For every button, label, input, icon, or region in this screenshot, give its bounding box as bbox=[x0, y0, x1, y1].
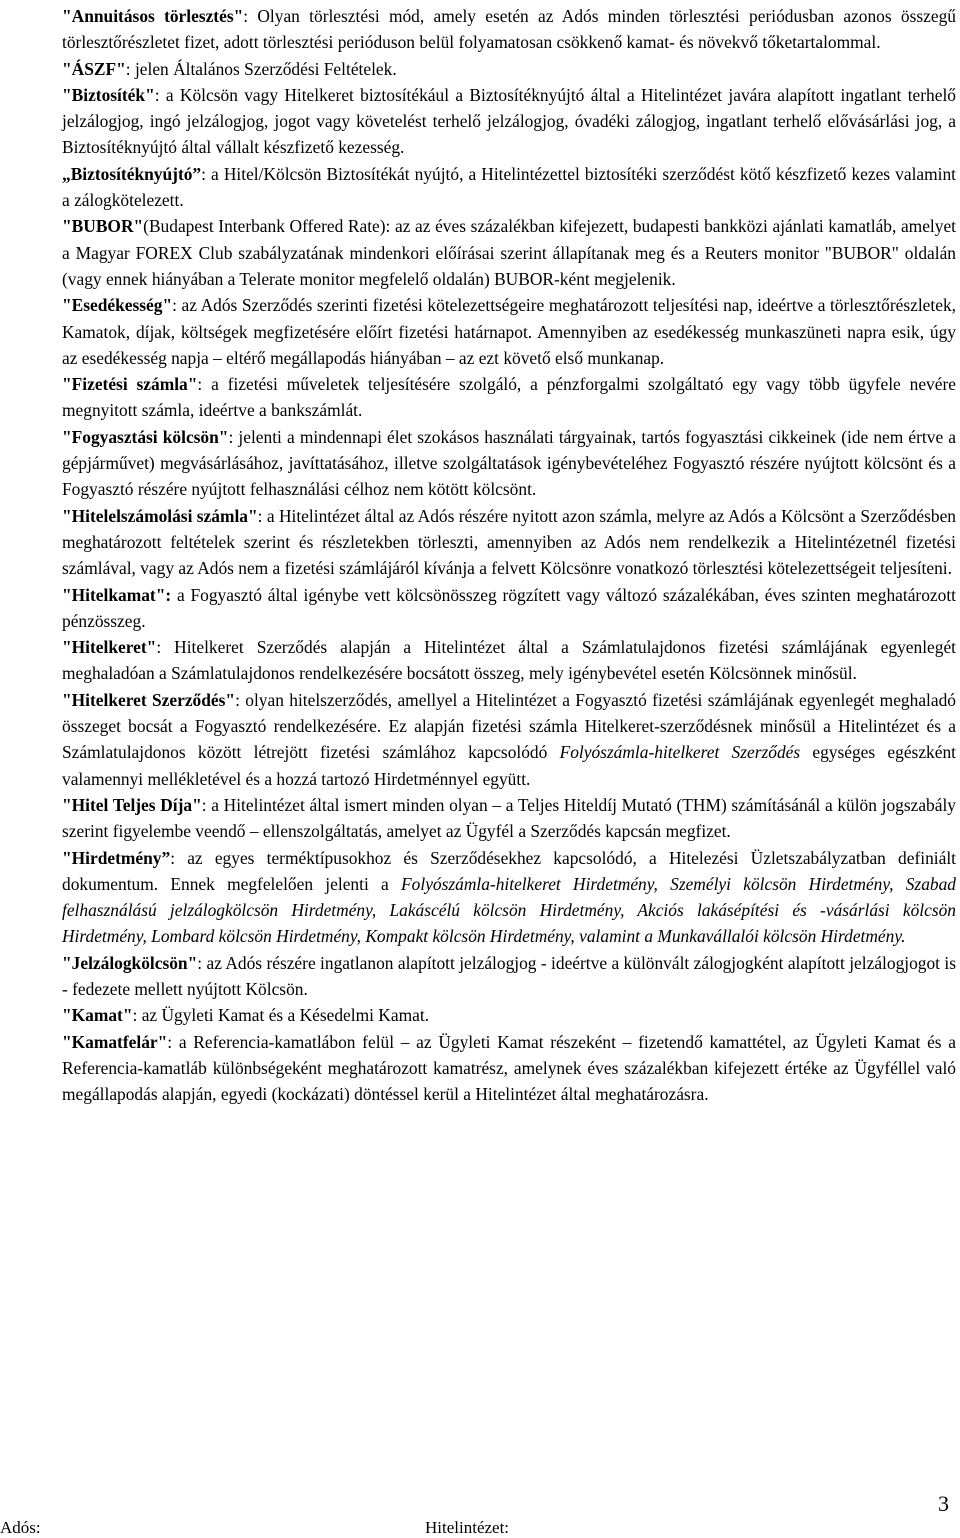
definition-text: : az egyes terméktípusokhoz és Szerződésekhez kapcsolódó, a Hitelezési Üzletszabályzatban definiált dokumentum. Ennek megfelelően jelenti a bbox=[62, 847, 956, 894]
definition-paragraph bbox=[62, 371, 956, 424]
page-number: 3 bbox=[938, 1491, 949, 1516]
definition-paragraph bbox=[62, 82, 956, 161]
definition-text: : a Referencia-kamatlábon felül – az Ügyleti Kamat részeként – fizetendő kamattétel, az Ügyleti Kamat és a Referencia-kamatláb különbségeként meghatározott kamatrész, amelynek éves százalékban kifejezett értéke az Ügyféllel való megállapodás alapján, egyedi (kockázati) döntéssel kerül a Hitelintézet által meghatározásra. bbox=[62, 1031, 956, 1105]
definition-term: "Hitelelszámolási számla" bbox=[62, 505, 258, 526]
definition-paragraph bbox=[62, 1029, 956, 1108]
definition-term: "Esedékesség" bbox=[62, 295, 173, 316]
definition-term: "Annuitásos törlesztés" bbox=[62, 6, 244, 26]
definition-paragraph bbox=[62, 292, 956, 371]
definition-text: Folyószámla-hitelkeret Szerződés bbox=[559, 742, 801, 763]
definition-text: : olyan hitelszerződés, amellyel a Hitelintézet a Fogyasztó fizetési számlájának egyenlegét meghaladó összeget bocsát a Fogyasztó rendelkezésére. Ez alapján fizetési számla Hitelkeret-szerződésnek minősül a Hitelintézet és a Számlatulajdonos között létrejött fizetési számlához kapcsolódó bbox=[62, 689, 956, 763]
definition-paragraph bbox=[62, 634, 956, 687]
definition-term: "ÁSZF" bbox=[62, 58, 126, 79]
definition-term: "Hitel Teljes Díja" bbox=[62, 794, 202, 815]
definition-term: "Hirdetmény” bbox=[62, 847, 171, 868]
definition-text: (Budapest Interbank Offered Rate): az az éves százalékban kifejezett, budapesti bankközi ajánlati kamatláb, amelyet a Magyar FOREX Club szabályzatának mindenkori előírásai szerint állapítanak meg és a Reuters monitor "BUBOR" oldalán (vagy ennek hiányában a Telerate monitor megfelelő oldalán) BUBOR-ként megjelenik. bbox=[62, 216, 956, 289]
definition-term: "Fogyasztási kölcsön" bbox=[62, 426, 229, 447]
definition-paragraph bbox=[62, 950, 956, 1003]
definition-paragraph bbox=[62, 1002, 956, 1028]
definition-paragraph bbox=[62, 56, 956, 82]
definition-term: "Hitelkeret" bbox=[62, 637, 157, 658]
definition-text: : Olyan törlesztési mód, amely esetén az Adós minden törlesztési periódusban azonos összegű törlesztőrészletet fizet, adott törlesztési perióduson belül folyamatosan csökkenő kamat- és növekvő tőketartalommal. bbox=[62, 6, 956, 53]
definition-text: : a Kölcsön vagy Hitelkeret biztosítékául a Biztosítéknyújtó által a Hitelintézet javára alapított ingatlant terhelő jelzálogjog, ingó jelzálogjog, jogot vagy követelést terhelő jelzálogjog, óvadéki zálogjog, ingatlant terhelő elővásárlási jog, a Biztosítéknyújtó által vállalt készfizető kezesség. bbox=[62, 84, 956, 158]
definition-text: : a Hitel/Kölcsön Biztosítékát nyújtó, a Hitelintézettel biztosítéki szerződést kötő készfizető kezes valamint a zálogkötelezett. bbox=[62, 163, 956, 211]
definition-paragraph bbox=[62, 503, 956, 582]
definition-paragraph bbox=[62, 213, 956, 292]
definition-text: a Fogyasztó által igénybe vett kölcsönösszeg rögzített vagy változó százalékában, éves szinten meghatározott pénzösszeg. bbox=[62, 584, 956, 631]
definition-paragraph bbox=[62, 582, 956, 635]
definition-text: : az Adós Szerződés szerinti fizetési kötelezettségeire meghatározott teljesítési nap, ideértve a törlesztőrészletek, Kamatok, díjak, költségek megfizetésére előírt fizetési határnapot. Amennyiben az esedékesség munkaszüneti napra esik, úgy az esedékesség napja – eltérő megállapodás hiányában – az ezt követő első munkanap. bbox=[62, 295, 956, 368]
definition-term: "Hitelkeret Szerződés" bbox=[62, 689, 236, 710]
definition-text: : az Ügyleti Kamat és a Késedelmi Kamat. bbox=[132, 1005, 430, 1026]
definition-text: : jelen Általános Szerződési Feltételek. bbox=[125, 58, 397, 79]
definition-term: "Kamat" bbox=[62, 1005, 133, 1026]
definition-text: : a fizetési műveletek teljesítésére szolgáló, a pénzforgalmi szolgáltató egy vagy több ügyfele nevére megnyitott számla, ideértve a bankszámlát. bbox=[62, 374, 956, 421]
definition-term: "Fizetési számla" bbox=[62, 374, 198, 395]
definition-paragraph bbox=[62, 424, 956, 503]
signature-label-debtor: Adós: bbox=[0, 1518, 41, 1537]
definition-paragraph bbox=[62, 845, 956, 950]
definition-paragraph bbox=[62, 161, 956, 214]
signature-label-lender: Hitelintézet: bbox=[425, 1518, 510, 1537]
definition-term: "Biztosíték" bbox=[62, 84, 155, 105]
definition-text: : a Hitelintézet által az Adós részére nyitott azon számla, melyre az Adós a Kölcsönt a Szerződésben meghatározott feltételek szerint és részletekben törleszti, amennyiben az Adós nem rendelkezik a Hitelintézetnél fizetési számlával, vagy az Adós nem a fizetési számlájáról kívánja a felvett Kölcsönre vonatkozó törlesztési kötelezettségeit teljesíteni. bbox=[62, 505, 957, 579]
definition-text: : jelenti a mindennapi élet szokásos használati tárgyainak, tartós fogyasztási cikkeinek (ide nem értve a gépjárművet) megvásárlásához, javíttatásához, illetve szolgáltatások igénybevételéhez Fogyasztó részére nyújtott kölcsönt és a Fogyasztó részére nyújtott felhasználási célhoz nem kötött kölcsönt. bbox=[62, 426, 957, 500]
definition-term: „Biztosítéknyújtó” bbox=[62, 163, 202, 184]
definition-term: "Kamatfelár" bbox=[62, 1031, 168, 1052]
definition-term: "Hitelkamat": bbox=[62, 584, 172, 605]
definition-term: "BUBOR" bbox=[62, 216, 144, 237]
definitions-list bbox=[62, 3, 956, 1107]
definition-text: : a Hitelintézet által ismert minden olyan – a Teljes Hiteldíj Mutató (THM) számításánál a külön jogszabály szerint figyelembe veendő – ellenszolgáltatás, amelyet az Ügyfél a Szerződés kapcsán megfizet. bbox=[62, 794, 956, 842]
definition-text: Folyószámla-hitelkeret Hirdetmény, Személyi kölcsön Hirdetmény, Szabad felhasználású jelzálogkölcsön Hirdetmény, Lakáscélú kölcsön Hirdetmény, Akciós lakásépítési és -vásárlási kölcsön Hirdetmény, Lombard kölcsön Hirdetmény, Kompakt kölcsön Hirdetmény, valamint a Munkavállalói kölcsön Hirdetmény. bbox=[62, 873, 956, 947]
definition-term: "Jelzálogkölcsön" bbox=[62, 952, 198, 973]
definition-paragraph bbox=[62, 792, 956, 845]
definition-paragraph bbox=[62, 3, 956, 56]
definition-text: egységes egészként valamennyi mellékletével és a hozzá tartozó Hirdetménnyel együtt. bbox=[62, 742, 956, 789]
definition-text: : Hitelkeret Szerződés alapján a Hitelintézet által a Számlatulajdonos fizetési számlájának egyenlegét meghaladóan a Számlatulajdonos rendelkezésére bocsátott összeg, mely igénybevétel esetén Kölcsönnek minősül. bbox=[62, 637, 956, 684]
definition-text: : az Adós részére ingatlanon alapított jelzálogjog - ideértve a különvált zálogjogként alapított jelzálogjogot is - fedezete mellett nyújtott Kölcsön. bbox=[62, 952, 956, 999]
definition-paragraph bbox=[62, 687, 956, 792]
